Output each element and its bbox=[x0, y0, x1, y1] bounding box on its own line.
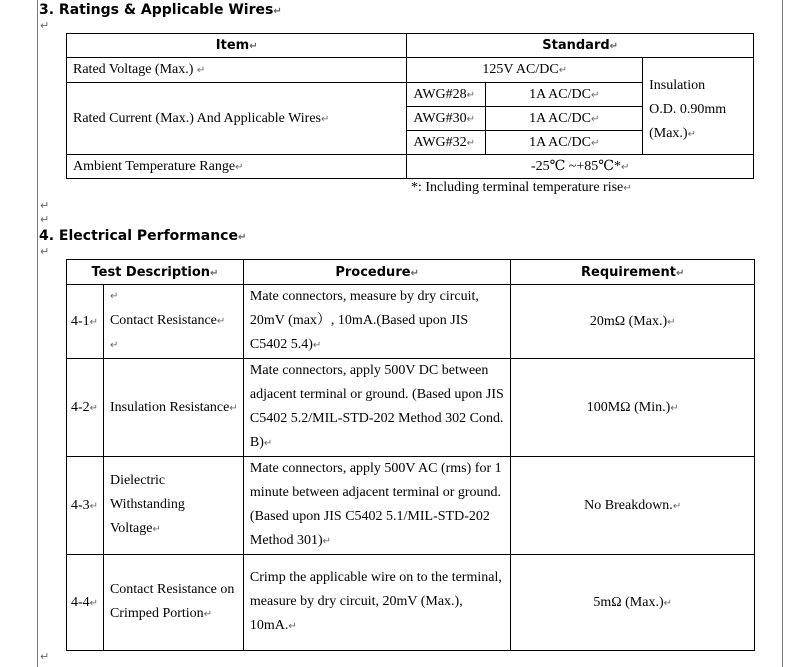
paragraph-mark: ↵ bbox=[40, 19, 50, 32]
test-number: 4-4↵ bbox=[67, 555, 104, 651]
header-procedure: Procedure↵ bbox=[243, 260, 510, 285]
wire-current: 1A AC/DC↵ bbox=[486, 83, 643, 107]
test-number: 4-3↵ bbox=[67, 457, 104, 555]
section-4-heading: 4. Electrical Performance↵ bbox=[39, 228, 247, 244]
header-requirement: Requirement↵ bbox=[511, 260, 755, 285]
paragraph-mark: ↵ bbox=[40, 199, 50, 212]
test-number: 4-1↵ bbox=[67, 285, 104, 359]
header-item: Item↵ bbox=[67, 34, 407, 58]
temperature-footnote: *: Including terminal temperature rise↵ bbox=[411, 180, 632, 195]
test-name: ↵ Contact Resistance↵ ↵ bbox=[103, 285, 243, 359]
wire-awg: AWG#28↵ bbox=[407, 83, 486, 107]
test-requirement: 5mΩ (Max.)↵ bbox=[511, 555, 755, 651]
paragraph-mark: ↵ bbox=[40, 245, 50, 258]
test-number: 4-2↵ bbox=[67, 359, 104, 457]
right-margin-line bbox=[782, 0, 783, 667]
test-requirement: 100MΩ (Min.)↵ bbox=[511, 359, 755, 457]
test-requirement: 20mΩ (Max.)↵ bbox=[511, 285, 755, 359]
test-procedure: Mate connectors, measure by dry circuit, 20mV (max）, 10mA.(Based upon JIS C5402 5.4)↵ bbox=[243, 285, 510, 359]
header-standard: Standard↵ bbox=[407, 34, 754, 58]
table-row bbox=[67, 555, 755, 651]
table-row bbox=[67, 359, 755, 457]
ambient-label: Ambient Temperature Range↵ bbox=[67, 155, 407, 179]
rated-voltage-label: Rated Voltage (Max.) ↵ bbox=[67, 58, 407, 83]
insulation-note: Insulation O.D. 0.90mm (Max.)↵ bbox=[643, 58, 754, 155]
table-row bbox=[67, 457, 755, 555]
ambient-value: -25℃ ~+85℃*↵ bbox=[407, 155, 754, 179]
test-name: Insulation Resistance↵ bbox=[103, 359, 243, 457]
wire-current: 1A AC/DC↵ bbox=[486, 131, 643, 155]
header-test-description: Test Description↵ bbox=[67, 260, 244, 285]
wire-current: 1A AC/DC↵ bbox=[486, 107, 643, 131]
ratings-table bbox=[66, 33, 754, 179]
table-row bbox=[67, 285, 755, 359]
test-name: Dielectric Withstanding Voltage↵ bbox=[103, 457, 243, 555]
rated-current-label: Rated Current (Max.) And Applicable Wires↵ bbox=[67, 83, 407, 155]
test-procedure: Crimp the applicable wire on to the terminal, measure by dry circuit, 20mV (Max.), 10mA.↵ bbox=[243, 555, 510, 651]
test-requirement: No Breakdown.↵ bbox=[511, 457, 755, 555]
paragraph-mark: ↵ bbox=[40, 213, 50, 226]
section-3-heading: 3. Ratings & Applicable Wires↵ bbox=[39, 2, 282, 18]
wire-awg: AWG#32↵ bbox=[407, 131, 486, 155]
wire-awg: AWG#30↵ bbox=[407, 107, 486, 131]
electrical-performance-table bbox=[66, 259, 755, 651]
rated-voltage-value: 125V AC/DC↵ bbox=[407, 58, 643, 83]
left-margin-line bbox=[37, 0, 38, 667]
test-procedure: Mate connectors, apply 500V DC between adjacent terminal or ground. (Based upon JIS C5402 5.2/MIL-STD-202 Method 302 Cond. B)↵ bbox=[243, 359, 510, 457]
test-procedure: Mate connectors, apply 500V AC (rms) for 1 minute between adjacent terminal or ground. (Based upon JIS C5402 5.1/MIL-STD-202 Method 301)↵ bbox=[243, 457, 510, 555]
test-name: Contact Resistance on Crimped Portion↵ bbox=[103, 555, 243, 651]
paragraph-mark: ↵ bbox=[40, 650, 50, 663]
